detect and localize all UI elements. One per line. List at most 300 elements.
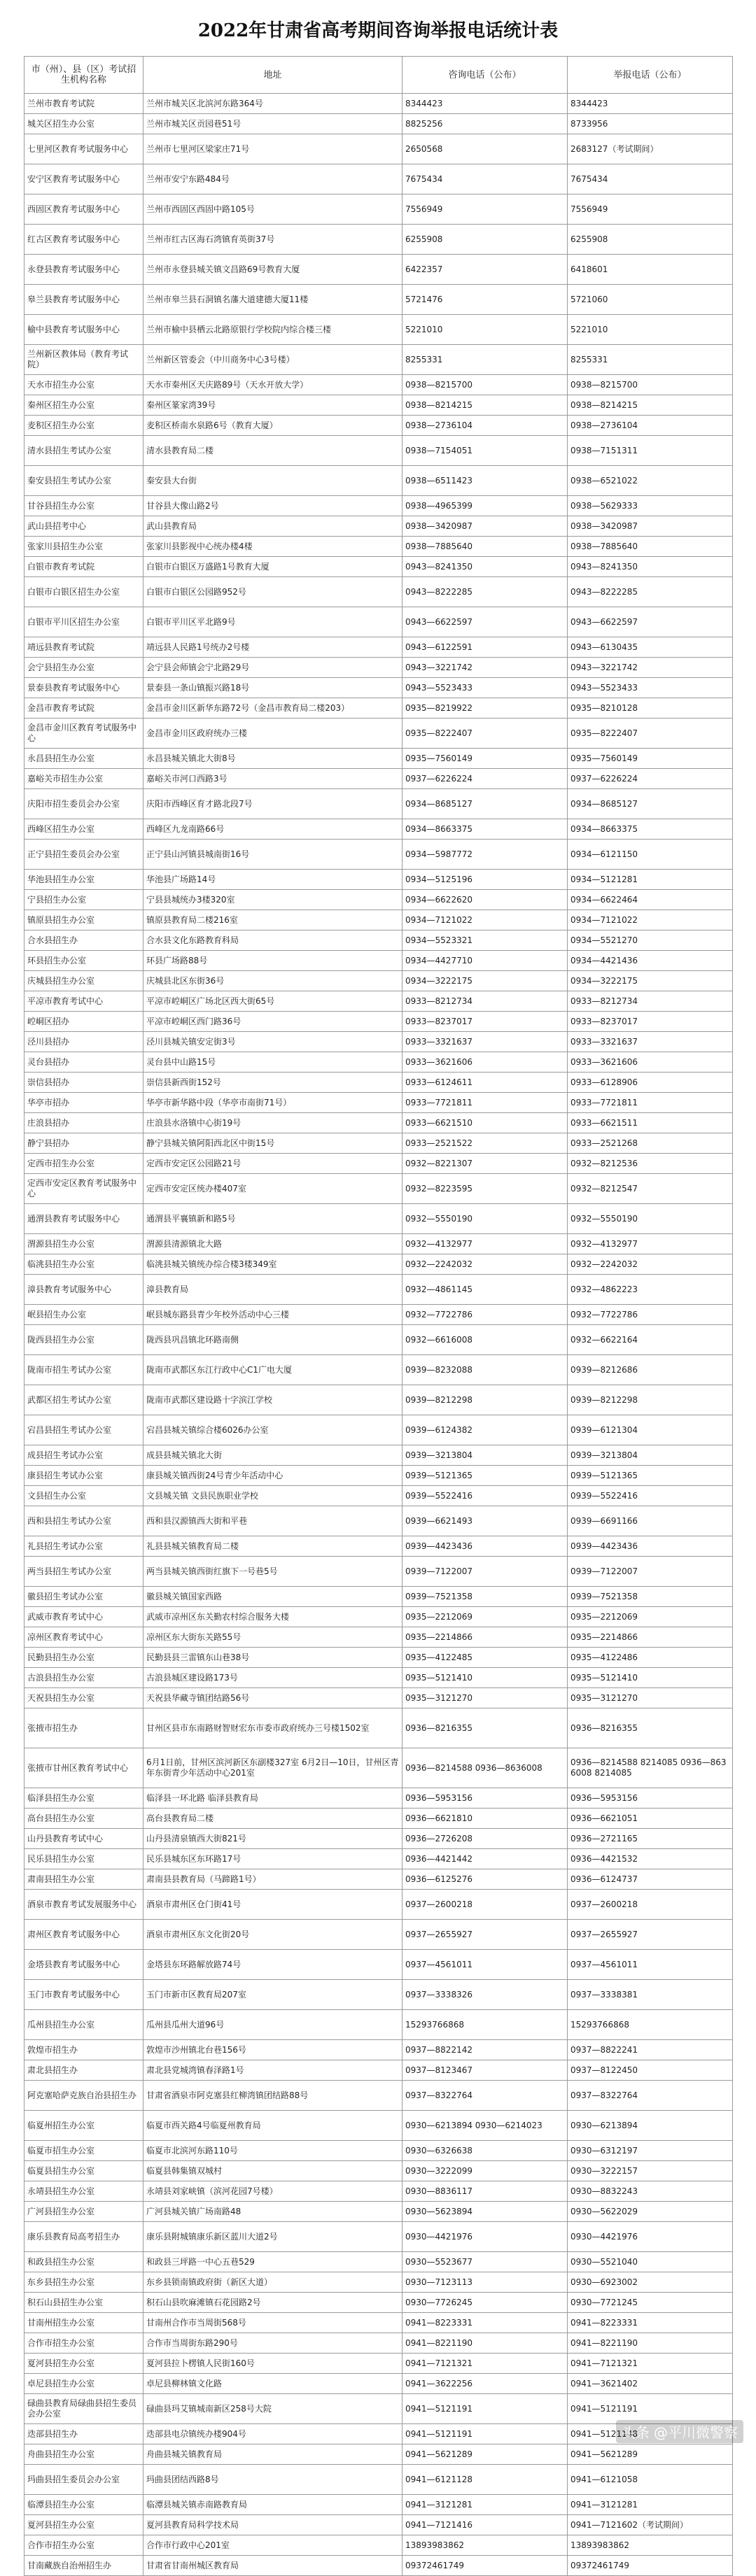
cell-consult-phone: 0935—2212069 — [402, 1607, 568, 1627]
cell-address: 秦安县大台街 — [144, 466, 402, 496]
cell-institution: 秦安县招生考试办公室 — [24, 466, 144, 496]
cell-institution: 张家川县招生办公室 — [24, 537, 144, 557]
cell-institution: 甘南藏族自治州招生办 — [24, 2556, 144, 2576]
cell-address: 酒泉市肃州区东文化街20号 — [144, 1920, 402, 1950]
table-row — [24, 1748, 733, 1788]
cell-report-phone: 0933—8237017 — [568, 1012, 733, 1032]
cell-address: 定西市安定区统办楼407室 — [144, 1174, 402, 1204]
cell-report-phone: 0941—8221190 — [568, 2333, 733, 2354]
table-row — [24, 436, 733, 466]
cell-consult-phone: 0935—3121270 — [402, 1688, 568, 1708]
table-row — [24, 2556, 733, 2576]
cell-institution: 庆阳市招生委员会办公室 — [24, 789, 144, 819]
table-row — [24, 1950, 733, 1980]
cell-report-phone: 0941—5121191 — [568, 2394, 733, 2424]
cell-report-phone: 0937—8322764 — [568, 2081, 733, 2111]
cell-report-phone: 0941—7121602（考试期间） — [568, 2515, 733, 2535]
cell-address: 舟曲县城关镇教育局 — [144, 2444, 402, 2465]
cell-institution: 两当县招生考试办公室 — [24, 1557, 144, 1587]
cell-report-phone: 0934—8663375 — [568, 819, 733, 840]
cell-report-phone: 7675434 — [568, 164, 733, 194]
cell-report-phone: 0932—8212547 — [568, 1174, 733, 1204]
table-row — [24, 395, 733, 416]
cell-report-phone: 0934—6622464 — [568, 890, 733, 910]
cell-institution: 积石山县招生办公室 — [24, 2293, 144, 2313]
cell-consult-phone: 0932—8221307 — [402, 1154, 568, 1174]
cell-address: 兰州市城关区贡园巷51号 — [144, 114, 402, 134]
cell-consult-phone: 0934—5523321 — [402, 930, 568, 951]
cell-address: 庄浪县水洛镇中心街19号 — [144, 1113, 402, 1133]
table-row — [24, 416, 733, 436]
cell-institution: 肃州区教育考试服务中心 — [24, 1920, 144, 1950]
cell-report-phone: 0935—3121270 — [568, 1688, 733, 1708]
cell-report-phone: 0943—5523433 — [568, 678, 733, 698]
cell-institution: 肃北县招生办 — [24, 2060, 144, 2081]
cell-report-phone: 0933—8212734 — [568, 991, 733, 1012]
table-row — [24, 971, 733, 991]
cell-address: 天祝县华藏寺镇团结路56号 — [144, 1688, 402, 1708]
cell-consult-phone: 0938—2736104 — [402, 416, 568, 436]
cell-report-phone: 0941—7121321 — [568, 2354, 733, 2374]
table-row — [24, 537, 733, 557]
cell-institution: 合水县招生办 — [24, 930, 144, 951]
cell-address: 武山县教育局 — [144, 516, 402, 537]
table-row — [24, 1052, 733, 1073]
table-row — [24, 2293, 733, 2313]
cell-report-phone: 5221010 — [568, 315, 733, 345]
table-row — [24, 315, 733, 345]
cell-address: 东乡县锁南镇政府街（新区大道） — [144, 2272, 402, 2293]
cell-address: 岷县城东路县青少年校外活动中心三楼 — [144, 1305, 402, 1325]
cell-institution: 武山县招考中心 — [24, 516, 144, 537]
cell-consult-phone: 0943—3221742 — [402, 658, 568, 678]
cell-institution: 静宁县招办 — [24, 1133, 144, 1154]
cell-consult-phone: 0943—6122591 — [402, 637, 568, 658]
table-row — [24, 1486, 733, 1506]
cell-report-phone: 0939—6691166 — [568, 1506, 733, 1536]
cell-address: 兰州市皋兰县石洞镇名藩大道建德大厦11楼 — [144, 285, 402, 315]
cell-consult-phone: 0935—7560149 — [402, 749, 568, 769]
cell-consult-phone: 0938—7154051 — [402, 436, 568, 466]
cell-consult-phone: 0941—6121128 — [402, 2465, 568, 2495]
cell-institution: 礼县招生考试办公室 — [24, 1536, 144, 1557]
cell-consult-phone: 0930—8836117 — [402, 2181, 568, 2202]
cell-address: 渭源县清源镇北大路 — [144, 1234, 402, 1254]
cell-institution: 永昌县招生办公室 — [24, 749, 144, 769]
table-row — [24, 1385, 733, 1415]
cell-address: 民勤县县三雷镇东山巷38号 — [144, 1648, 402, 1668]
cell-institution: 武都区招生考试办公室 — [24, 1385, 144, 1415]
cell-report-phone: 0937—6226224 — [568, 769, 733, 789]
cell-report-phone: 0935—5121410 — [568, 1668, 733, 1688]
cell-address: 甘州区县市东南路财智财宏东市委市政府统办三号楼1502室 — [144, 1708, 402, 1748]
cell-consult-phone: 0933—6124611 — [402, 1073, 568, 1093]
table-row — [24, 2495, 733, 2515]
table-row — [24, 2333, 733, 2354]
table-row — [24, 2111, 733, 2141]
cell-report-phone: 0936—8216355 — [568, 1708, 733, 1748]
cell-address: 临洮县城关镇统办综合楼3楼349室 — [144, 1254, 402, 1275]
cell-consult-phone: 0936—8214588 0936—8636008 — [402, 1748, 568, 1788]
table-row — [24, 789, 733, 819]
cell-consult-phone: 0943—5523433 — [402, 678, 568, 698]
cell-report-phone: 0938—6521022 — [568, 466, 733, 496]
cell-report-phone: 0934—7121022 — [568, 910, 733, 930]
cell-report-phone: 0933—6128906 — [568, 1073, 733, 1093]
cell-consult-phone: 15293766868 — [402, 2010, 568, 2040]
table-row — [24, 749, 733, 769]
table-row — [24, 194, 733, 225]
cell-consult-phone: 0939—8212298 — [402, 1385, 568, 1415]
cell-consult-phone: 0935—5121410 — [402, 1668, 568, 1688]
cell-consult-phone: 0932—6616008 — [402, 1325, 568, 1355]
cell-report-phone: 0930—5521040 — [568, 2252, 733, 2272]
cell-report-phone: 8733956 — [568, 114, 733, 134]
cell-address: 平凉市崆峒区西门路36号 — [144, 1012, 402, 1032]
cell-institution: 皋兰县教育考试服务中心 — [24, 285, 144, 315]
cell-address: 嘉峪关市河口西路3号 — [144, 769, 402, 789]
cell-report-phone: 13893983862 — [568, 2535, 733, 2556]
cell-address: 敦煌市沙州镇北台巷156号 — [144, 2040, 402, 2060]
cell-consult-phone: 0939—7122007 — [402, 1557, 568, 1587]
cell-consult-phone: 0937—8123467 — [402, 2060, 568, 2081]
cell-consult-phone: 0932—2242032 — [402, 1254, 568, 1275]
cell-address: 兰州市西固区西固中路105号 — [144, 194, 402, 225]
cell-institution: 环县招生办公室 — [24, 951, 144, 971]
hotline-table — [24, 56, 733, 2576]
table-row — [24, 1688, 733, 1708]
cell-institution: 白银市平川区招生办公室 — [24, 607, 144, 637]
cell-report-phone: 0933—6621511 — [568, 1113, 733, 1133]
cell-address: 临夏市北滨河东路110号 — [144, 2141, 402, 2161]
cell-consult-phone: 0934—5987772 — [402, 840, 568, 870]
cell-address: 兰州市榆中县栖云北路原银行学校院内综合楼三楼 — [144, 315, 402, 345]
cell-address: 凉州区东大街东关路55号 — [144, 1627, 402, 1648]
cell-address: 静宁县城关镇阿阳西北区中街15号 — [144, 1133, 402, 1154]
cell-report-phone: 0939—8212298 — [568, 1385, 733, 1415]
cell-institution: 兰州市教育考试院 — [24, 94, 144, 114]
cell-report-phone: 5721060 — [568, 285, 733, 315]
cell-institution: 阿克塞哈萨克族自治县招生办 — [24, 2081, 144, 2111]
cell-address: 定西市安定区公园路21号 — [144, 1154, 402, 1174]
cell-report-phone: 0933—3621606 — [568, 1052, 733, 1073]
cell-report-phone: 0937—2600218 — [568, 1890, 733, 1920]
table-row — [24, 1627, 733, 1648]
cell-consult-phone: 8344423 — [402, 94, 568, 114]
cell-institution: 西和县招生考试办公室 — [24, 1506, 144, 1536]
table-row — [24, 637, 733, 658]
cell-report-phone: 0935—2212069 — [568, 1607, 733, 1627]
cell-report-phone: 0936—8214588 8214085 0936—8636008 8214085 — [568, 1748, 733, 1788]
cell-report-phone: 0937—4561011 — [568, 1950, 733, 1980]
cell-institution: 夏河县招生办公室 — [24, 2515, 144, 2535]
cell-consult-phone: 0939—5522416 — [402, 1486, 568, 1506]
cell-report-phone: 0938—3420987 — [568, 516, 733, 537]
cell-consult-phone: 0939—6124382 — [402, 1415, 568, 1445]
cell-institution: 金昌市金川区教育考试服务中心 — [24, 719, 144, 749]
cell-consult-phone: 0935—8219922 — [402, 698, 568, 719]
cell-consult-phone: 0941—5121191 — [402, 2424, 568, 2444]
table-row — [24, 255, 733, 285]
cell-institution: 陇西县招生办公室 — [24, 1325, 144, 1355]
cell-institution: 高台县招生办公室 — [24, 1809, 144, 1829]
cell-address: 陇西县巩昌镇北环路南侧 — [144, 1325, 402, 1355]
cell-consult-phone: 0938—8214215 — [402, 395, 568, 416]
cell-consult-phone: 0937—2600218 — [402, 1890, 568, 1920]
cell-consult-phone: 0938—6511423 — [402, 466, 568, 496]
cell-consult-phone: 2650568 — [402, 134, 568, 164]
cell-institution: 玉门市教育考试服务中心 — [24, 1980, 144, 2010]
cell-report-phone: 0933—2521268 — [568, 1133, 733, 1154]
cell-report-phone: 0939—5522416 — [568, 1486, 733, 1506]
table-row — [24, 1093, 733, 1113]
cell-address: 灵台县中山路15号 — [144, 1052, 402, 1073]
cell-address: 漳县教育局 — [144, 1275, 402, 1305]
table-row — [24, 2161, 733, 2181]
cell-consult-phone: 0941—3622256 — [402, 2374, 568, 2394]
cell-institution: 镇原县招生办公室 — [24, 910, 144, 930]
cell-consult-phone: 0932—5550190 — [402, 1204, 568, 1234]
cell-consult-phone: 0941—7121321 — [402, 2354, 568, 2374]
cell-address: 酒泉市肃州区仓门街41号 — [144, 1890, 402, 1920]
table-row — [24, 2141, 733, 2161]
cell-address: 礼县县城关镇教育局二楼 — [144, 1536, 402, 1557]
table-row — [24, 1073, 733, 1093]
cell-address: 兰州市安宁东路484号 — [144, 164, 402, 194]
cell-report-phone: 15293766868 — [568, 2010, 733, 2040]
cell-consult-phone: 0939—3213804 — [402, 1445, 568, 1466]
cell-consult-phone: 6422357 — [402, 255, 568, 285]
cell-institution: 麦积区招生办公室 — [24, 416, 144, 436]
cell-address: 通渭县平襄镇新和路5号 — [144, 1204, 402, 1234]
cell-report-phone: 0934—5121281 — [568, 870, 733, 890]
table-row — [24, 1174, 733, 1204]
table-row — [24, 2444, 733, 2465]
cell-address: 山丹县清泉镇西大街821号 — [144, 1829, 402, 1849]
cell-report-phone: 0941—3621402 — [568, 2374, 733, 2394]
cell-consult-phone: 7675434 — [402, 164, 568, 194]
cell-consult-phone: 0941—5121191 — [402, 2394, 568, 2424]
table-row — [24, 1234, 733, 1254]
table-row — [24, 1607, 733, 1627]
table-row — [24, 1829, 733, 1849]
cell-report-phone: 0934—5521270 — [568, 930, 733, 951]
cell-address: 临夏县韩集镇双城村 — [144, 2161, 402, 2181]
cell-institution: 敦煌市招生办 — [24, 2040, 144, 2060]
table-row — [24, 769, 733, 789]
cell-consult-phone: 0930—7123113 — [402, 2272, 568, 2293]
cell-report-phone: 0934—3222175 — [568, 971, 733, 991]
cell-institution: 天水市招生办公室 — [24, 375, 144, 395]
table-row — [24, 2252, 733, 2272]
cell-report-phone: 0943—8241350 — [568, 557, 733, 577]
cell-institution: 成县招生考试办公室 — [24, 1445, 144, 1466]
cell-institution: 红古区教育考试服务中心 — [24, 225, 144, 255]
cell-address: 甘肃省酒泉市阿克塞县红柳湾镇团结路88号 — [144, 2081, 402, 2111]
cell-consult-phone: 0939—4423436 — [402, 1536, 568, 1557]
table-row — [24, 1204, 733, 1234]
table-row — [24, 1890, 733, 1920]
cell-consult-phone: 0938—3420987 — [402, 516, 568, 537]
cell-report-phone: 0938—7885640 — [568, 537, 733, 557]
cell-address: 永靖县刘家峡镇（滨河花园7号楼） — [144, 2181, 402, 2202]
cell-institution: 和政县招生办公室 — [24, 2252, 144, 2272]
cell-report-phone: 8344423 — [568, 94, 733, 114]
cell-institution: 平凉市教育考试中心 — [24, 991, 144, 1012]
cell-address: 白银市平川区平北路9号 — [144, 607, 402, 637]
cell-address: 高台县教育局二楼 — [144, 1809, 402, 1829]
cell-consult-phone: 0934—4427710 — [402, 951, 568, 971]
cell-address: 秦州区篆家湾39号 — [144, 395, 402, 416]
cell-report-phone: 0930—6213894 — [568, 2111, 733, 2141]
cell-address: 肃北县党城湾镇春泽路1号 — [144, 2060, 402, 2081]
cell-consult-phone: 0943—8241350 — [402, 557, 568, 577]
cell-address: 宁县县城统办3楼320室 — [144, 890, 402, 910]
cell-address: 镇原县教育局二楼216室 — [144, 910, 402, 930]
cell-institution: 漳县教育考试服务中心 — [24, 1275, 144, 1305]
table-header-row — [24, 57, 733, 94]
cell-report-phone: 0939—7122007 — [568, 1557, 733, 1587]
cell-report-phone: 6255908 — [568, 225, 733, 255]
cell-report-phone: 0938—7151311 — [568, 436, 733, 466]
cell-report-phone: 0941—5621289 — [568, 2444, 733, 2465]
cell-address: 迭部县电尕镇统办楼904号 — [144, 2424, 402, 2444]
cell-institution: 兰州新区教体局（教育考试院） — [24, 345, 144, 375]
table-row — [24, 1325, 733, 1355]
cell-report-phone: 0941—5121148 — [568, 2424, 733, 2444]
cell-institution: 张掖市甘州区教育考试中心 — [24, 1748, 144, 1788]
watermark: 头条 @平川微警察 — [616, 2420, 743, 2443]
table-row — [24, 991, 733, 1012]
cell-institution: 甘谷县招生办公室 — [24, 496, 144, 516]
cell-report-phone: 0938—8215700 — [568, 375, 733, 395]
table-row — [24, 658, 733, 678]
cell-consult-phone: 0933—7721811 — [402, 1093, 568, 1113]
cell-consult-phone: 0941—8221190 — [402, 2333, 568, 2354]
cell-consult-phone: 8825256 — [402, 114, 568, 134]
cell-consult-phone: 0934—5125196 — [402, 870, 568, 890]
cell-consult-phone: 0932—4132977 — [402, 1234, 568, 1254]
cell-report-phone: 0933—3321637 — [568, 1032, 733, 1052]
cell-institution: 古浪县招生办公室 — [24, 1668, 144, 1688]
cell-report-phone: 0932—4862223 — [568, 1275, 733, 1305]
cell-report-phone: 0943—6622597 — [568, 607, 733, 637]
cell-address: 兰州市城关区北滨河东路364号 — [144, 94, 402, 114]
cell-report-phone: 0932—8212536 — [568, 1154, 733, 1174]
cell-report-phone: 0930—6312197 — [568, 2141, 733, 2161]
table-row — [24, 951, 733, 971]
cell-report-phone: 0937—8822241 — [568, 2040, 733, 2060]
cell-report-phone: 2683127（考试期间） — [568, 134, 733, 164]
cell-institution: 正宁县招生委员会办公室 — [24, 840, 144, 870]
table-row — [24, 225, 733, 255]
table-row — [24, 2374, 733, 2394]
cell-institution: 定西市招生办公室 — [24, 1154, 144, 1174]
table-row — [24, 1668, 733, 1688]
cell-consult-phone: 0935—8222407 — [402, 719, 568, 749]
cell-report-phone: 0938—2736104 — [568, 416, 733, 436]
cell-institution: 广河县招生办公室 — [24, 2202, 144, 2222]
cell-consult-phone: 8255331 — [402, 345, 568, 375]
cell-address: 临泽县一环北路 临泽县教育局 — [144, 1788, 402, 1809]
cell-address: 宕昌县城关镇综合楼6026办公室 — [144, 1415, 402, 1445]
table-row — [24, 1275, 733, 1305]
cell-institution: 凉州区教育考试中心 — [24, 1627, 144, 1648]
cell-address: 6月1日前，甘州区滨河新区东副楼327室 6月2日—10日，甘州区青年东街青少年活动中心201室 — [144, 1748, 402, 1788]
cell-consult-phone: 0936—6125276 — [402, 1869, 568, 1890]
cell-address: 永昌县城关镇北大街8号 — [144, 749, 402, 769]
table-row — [24, 557, 733, 577]
cell-institution: 临夏县招生办公室 — [24, 2161, 144, 2181]
cell-consult-phone: 0934—6622620 — [402, 890, 568, 910]
cell-address: 环县广场路88号 — [144, 951, 402, 971]
cell-report-phone: 0930—7721245 — [568, 2293, 733, 2313]
cell-address: 合作市行政中心201室 — [144, 2535, 402, 2556]
header-consult-phone: 咨询电话（公布） — [402, 57, 568, 94]
cell-report-phone: 0941—8223331 — [568, 2313, 733, 2333]
cell-institution: 渭源县招生办公室 — [24, 1234, 144, 1254]
cell-institution: 庄浪县招办 — [24, 1113, 144, 1133]
cell-address: 两当县城关镇西街红旗下一号巷5号 — [144, 1557, 402, 1587]
cell-address: 合作市当周街东路290号 — [144, 2333, 402, 2354]
cell-address: 正宁县山河镇县城南街16号 — [144, 840, 402, 870]
table-row — [24, 496, 733, 516]
cell-report-phone: 0932—2242032 — [568, 1254, 733, 1275]
cell-institution: 酒泉市教育考试发展服务中心 — [24, 1890, 144, 1920]
table-row — [24, 1012, 733, 1032]
table-row — [24, 1536, 733, 1557]
cell-address: 临夏市西关路4号临夏州教育局 — [144, 2111, 402, 2141]
cell-report-phone: 0932—6622164 — [568, 1325, 733, 1355]
cell-consult-phone: 0932—4861145 — [402, 1275, 568, 1305]
cell-institution: 七里河区教育考试服务中心 — [24, 134, 144, 164]
cell-institution: 张掖市招生办 — [24, 1708, 144, 1748]
table-row — [24, 2354, 733, 2374]
cell-address: 玛曲县团结西路8号 — [144, 2465, 402, 2495]
cell-institution: 东乡县招生办公室 — [24, 2272, 144, 2293]
cell-address: 文县城关镇 文县民族职业学校 — [144, 1486, 402, 1506]
cell-address: 景泰县一条山镇振兴路18号 — [144, 678, 402, 698]
cell-institution: 舟曲县招生办公室 — [24, 2444, 144, 2465]
cell-consult-phone: 0936—2726208 — [402, 1829, 568, 1849]
table-row — [24, 164, 733, 194]
cell-address: 张家川县影视中心统办楼4楼 — [144, 537, 402, 557]
cell-institution: 嘉峪关市招生办公室 — [24, 769, 144, 789]
cell-consult-phone: 0930—3222099 — [402, 2161, 568, 2181]
cell-institution: 安宁区教育考试服务中心 — [24, 164, 144, 194]
cell-report-phone: 0939—6121304 — [568, 1415, 733, 1445]
cell-consult-phone: 0932—7722786 — [402, 1305, 568, 1325]
cell-institution: 榆中县教育考试服务中心 — [24, 315, 144, 345]
cell-report-phone: 0937—3338381 — [568, 1980, 733, 2010]
cell-address: 兰州市红古区海石湾镇育英街37号 — [144, 225, 402, 255]
cell-institution: 临夏市招生办公室 — [24, 2141, 144, 2161]
cell-institution: 泾川县招办 — [24, 1032, 144, 1052]
cell-address: 夏河县拉卜楞镇人民街160号 — [144, 2354, 402, 2374]
cell-consult-phone: 0936—8216355 — [402, 1708, 568, 1748]
table-row — [24, 1415, 733, 1445]
cell-report-phone: 0932—5550190 — [568, 1204, 733, 1234]
cell-address: 平凉市崆峒区广场北区西大街65号 — [144, 991, 402, 1012]
cell-report-phone: 0936—6621051 — [568, 1809, 733, 1829]
cell-institution: 定西市安定区教育考试服务中心 — [24, 1174, 144, 1204]
table-row — [24, 2272, 733, 2293]
cell-address: 白银市白银区公园路952号 — [144, 577, 402, 607]
cell-report-phone: 0939—4423436 — [568, 1536, 733, 1557]
table-row — [24, 1032, 733, 1052]
cell-address: 会宁县会师镇会宁北路29号 — [144, 658, 402, 678]
cell-address: 天水市秦州区天庆路89号（天水开放大学） — [144, 375, 402, 395]
